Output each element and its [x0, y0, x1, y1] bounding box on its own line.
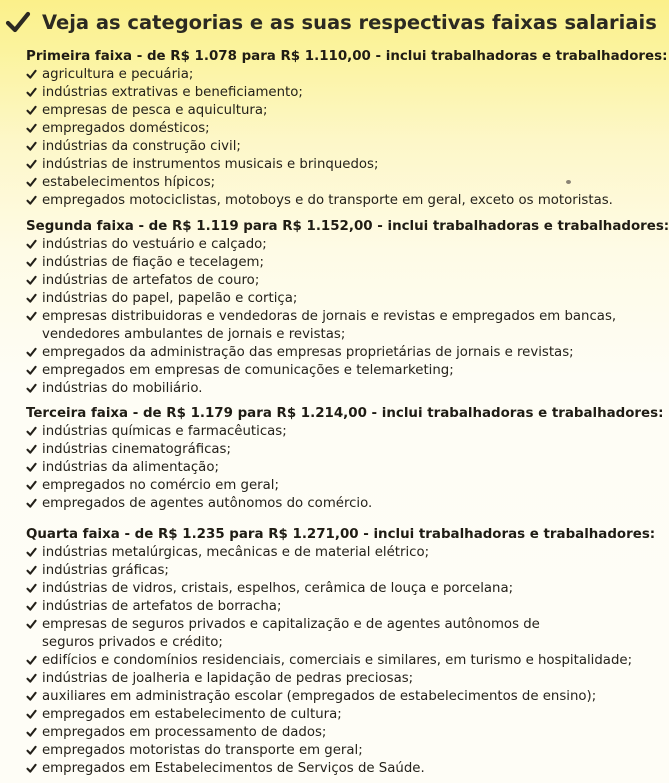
- section-quarta-faixa: [26, 526, 656, 778]
- list-item-text: empresas distribuidoras e vendedoras de jornais e revistas e empregados em bancas,: [42, 309, 617, 324]
- check-bullet-icon: [26, 365, 37, 376]
- checkmark-icon: [6, 11, 30, 33]
- check-bullet-icon: [26, 383, 37, 394]
- list-item: [26, 120, 592, 138]
- list-item-text: empregados motociclistas, motoboys e do transporte em geral, exceto os motoristas.: [42, 193, 613, 208]
- list-item: [26, 236, 592, 254]
- list-item-text: empregados domésticos;: [42, 121, 210, 136]
- list-item: [26, 174, 592, 192]
- list-item: [26, 84, 592, 102]
- list-item: [26, 580, 592, 598]
- list-item-text: indústrias extrativas e beneficiamento;: [42, 85, 303, 100]
- check-bullet-icon: [26, 177, 37, 188]
- list-item-text: empregados de agentes autônomos do comércio.: [42, 496, 373, 511]
- list-item-text: auxiliares em administração escolar (empregados de estabelecimentos de ensino);: [42, 689, 597, 704]
- check-bullet-icon: [26, 293, 37, 304]
- check-bullet-icon: [26, 583, 37, 594]
- check-bullet-icon: [26, 239, 37, 250]
- list-item-text: indústrias gráficas;: [42, 563, 169, 578]
- check-bullet-icon: [26, 673, 37, 684]
- check-bullet-icon: [26, 195, 37, 206]
- list-item: [26, 380, 592, 398]
- list-item-text: agricultura e pecuária;: [42, 67, 194, 82]
- list-item-text: indústrias de joalheria e lapidação de pedras preciosas;: [42, 671, 414, 686]
- list-item-text: indústrias químicas e farmacêuticas;: [42, 424, 287, 439]
- list-item-text: empregados em estabelecimento de cultura;: [42, 707, 342, 722]
- list-item-text: empregados em empresas de comunicações e telemarketing;: [42, 363, 454, 378]
- check-bullet-icon: [26, 655, 37, 666]
- list-item: [26, 362, 592, 380]
- section-heading: Quarta faixa - de R$ 1.235 para R$ 1.271,00 - inclui trabalhadoras e trabalhadores:: [26, 527, 656, 542]
- list-item: [26, 562, 592, 580]
- list-item-text: empregados da administração das empresas proprietárias de jornais e revistas;: [42, 345, 574, 360]
- page-title: Veja as categorias e as suas respectivas faixas salariais: [42, 10, 657, 34]
- section-terceira-faixa: [26, 405, 664, 513]
- check-bullet-icon: [26, 444, 37, 455]
- list-item: [26, 66, 592, 84]
- check-bullet-icon: [26, 709, 37, 720]
- check-bullet-icon: [26, 105, 37, 116]
- section-segunda-faixa: [26, 218, 669, 398]
- check-bullet-icon: [26, 601, 37, 612]
- list-item-text: indústrias de vidros, cristais, espelhos, cerâmica de louça e porcelana;: [42, 581, 514, 596]
- section-heading: Segunda faixa - de R$ 1.119 para R$ 1.152,00 - inclui trabalhadoras e trabalhadores:: [26, 219, 669, 234]
- list-item: [26, 598, 592, 616]
- check-bullet-icon: [26, 311, 37, 322]
- list-item: [26, 742, 592, 760]
- list-item: [26, 423, 592, 441]
- list-item-text: indústrias metalúrgicas, mecânicas e de material elétrico;: [42, 545, 430, 560]
- check-bullet-icon: [26, 275, 37, 286]
- check-bullet-icon: [26, 257, 37, 268]
- list-item: [26, 102, 592, 120]
- list-item-text: indústrias do vestuário e calçado;: [42, 237, 267, 252]
- section-heading: Primeira faixa - de R$ 1.078 para R$ 1.110,00 - inclui trabalhadoras e trabalhadores:: [26, 49, 668, 64]
- list-item-text: empregados no comércio em geral;: [42, 478, 279, 493]
- list-item: [26, 652, 633, 670]
- list-item: [26, 495, 592, 513]
- list-item-text: indústrias cinematográficas;: [42, 442, 231, 457]
- list-item-text: indústrias de instrumentos musicais e brinquedos;: [42, 157, 379, 172]
- list-item-text: indústrias de artefatos de borracha;: [42, 599, 282, 614]
- list-item: [26, 138, 592, 156]
- list-item: [26, 459, 592, 477]
- list-item-text: empregados em processamento de dados;: [42, 725, 327, 740]
- list-item-text: indústrias de artefatos de couro;: [42, 273, 260, 288]
- list-item-text: indústrias do papel, papelão e cortiça;: [42, 291, 298, 306]
- list-item: [26, 290, 592, 308]
- check-bullet-icon: [26, 426, 37, 437]
- list-item: [26, 670, 592, 688]
- section-heading: Terceira faixa - de R$ 1.179 para R$ 1.214,00 - inclui trabalhadoras e trabalhadores:: [26, 406, 664, 421]
- list-item: [26, 156, 592, 174]
- list-item-text: empregados motoristas do transporte em geral;: [42, 743, 363, 758]
- list-item: [26, 616, 592, 652]
- check-bullet-icon: [26, 87, 37, 98]
- list-item: [26, 308, 617, 344]
- check-bullet-icon: [26, 727, 37, 738]
- check-bullet-icon: [26, 547, 37, 558]
- list-item-text: vendedores ambulantes de jornais e revistas;: [42, 327, 346, 342]
- list-item-text: seguros privados e crédito;: [42, 635, 223, 650]
- list-item-text: empregados em Estabelecimentos de Serviços de Saúde.: [42, 761, 425, 776]
- list-item: [26, 724, 592, 742]
- check-bullet-icon: [26, 763, 37, 774]
- category-list: [26, 544, 633, 778]
- list-item: [26, 254, 592, 272]
- list-item-text: edifícios e condomínios residenciais, comerciais e similares, em turismo e hospitalidade;: [42, 653, 633, 668]
- list-item: [26, 688, 597, 706]
- list-item: [26, 760, 592, 778]
- check-bullet-icon: [26, 347, 37, 358]
- check-bullet-icon: [26, 141, 37, 152]
- list-item-text: empresas de pesca e aquicultura;: [42, 103, 268, 118]
- list-item-text: indústrias de fiação e tecelagem;: [42, 255, 264, 270]
- list-item-text: empresas de seguros privados e capitalização e de agentes autônomos de: [42, 617, 540, 632]
- check-bullet-icon: [26, 565, 37, 576]
- header: [6, 6, 657, 38]
- check-bullet-icon: [26, 69, 37, 80]
- list-item: [26, 706, 592, 724]
- list-item: [26, 441, 592, 459]
- list-item-text: estabelecimentos hípicos;: [42, 175, 216, 190]
- list-item: [26, 192, 613, 210]
- category-list: [26, 236, 617, 398]
- check-bullet-icon: [26, 159, 37, 170]
- check-bullet-icon: [26, 498, 37, 509]
- paper-speck: [566, 180, 571, 184]
- check-bullet-icon: [26, 480, 37, 491]
- check-bullet-icon: [26, 691, 37, 702]
- check-bullet-icon: [26, 745, 37, 756]
- list-item: [26, 544, 592, 562]
- check-bullet-icon: [26, 462, 37, 473]
- section-primeira-faixa: [26, 48, 668, 210]
- list-item: [26, 477, 592, 495]
- category-list: [26, 423, 592, 513]
- check-bullet-icon: [26, 123, 37, 134]
- category-list: [26, 66, 613, 210]
- list-item-text: indústrias da alimentação;: [42, 460, 219, 475]
- list-item: [26, 344, 592, 362]
- list-item-text: indústrias do mobiliário.: [42, 381, 203, 396]
- check-bullet-icon: [26, 619, 37, 630]
- list-item: [26, 272, 592, 290]
- list-item-text: indústrias da construção civil;: [42, 139, 241, 154]
